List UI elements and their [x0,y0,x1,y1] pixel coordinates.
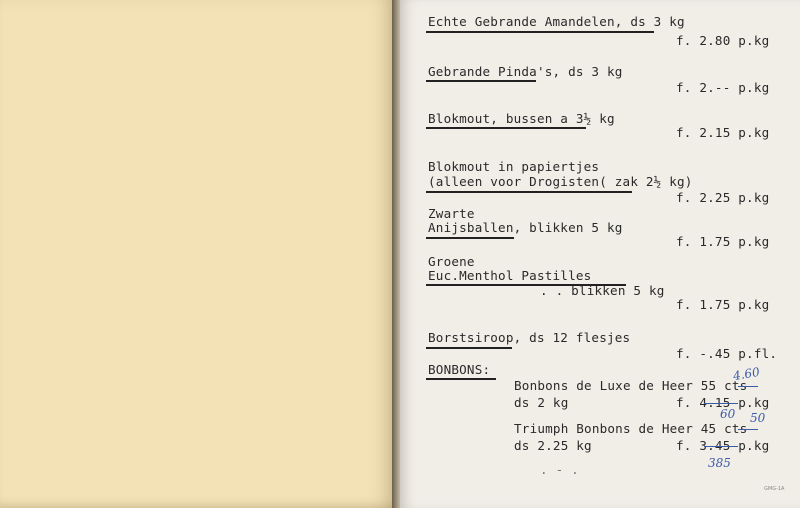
price-euc-menthol: f. 1.75 p.kg [676,297,770,312]
item-triumph: Triumph Bonbons de Heer 45 cts [514,421,748,436]
strike-55 [738,386,758,387]
price-bonbons-luxe: f. 4.15 p.kg [676,395,770,410]
handwritten-385: 385 [708,456,731,470]
faint-marks: . - . [540,462,579,477]
left-page [0,0,392,508]
item-pindas: Gebrande Pinda's, ds 3 kg [428,64,623,79]
price-blokmout-bussen: f. 2.15 p.kg [676,125,770,140]
heading-bonbons: BONBONS: [428,362,491,377]
item-bonbons-luxe-qty: ds 2 kg [514,395,569,410]
price-blokmout-papiertjes: f. 2.25 p.kg [676,190,770,205]
underline-blokmout-papiertjes [426,191,632,193]
price-pindas: f. 2.-- p.kg [676,80,770,95]
underline-borstsiroop [426,347,512,349]
price-triumph: f. 3.45 p.kg [676,438,770,453]
item-bonbons-luxe: Bonbons de Luxe de Heer 55 cts [514,378,748,393]
watermark: GMG-1A [764,486,785,492]
underline-amandelen [426,31,654,33]
item-groene: Groene [428,254,475,269]
handwritten-60: 60 [720,407,736,421]
underline-anijsballen [426,237,514,239]
item-blokmout-note: (alleen voor Drogisten( zak 2½ kg) [428,174,693,189]
item-amandelen: Echte Gebrande Amandelen, ds 3 kg [428,14,685,29]
item-borstsiroop: Borstsiroop, ds 12 flesjes [428,330,631,345]
underline-blokmout-bussen [426,127,586,129]
handwritten-50: 50 [750,411,766,425]
price-amandelen: f. 2.80 p.kg [676,33,770,48]
underline-euc-menthol [426,284,626,286]
underline-pindas [426,80,536,82]
item-blokmout-bussen: Blokmout, bussen a 3½ kg [428,111,615,126]
item-blokmout-papiertjes: Blokmout in papiertjes [428,159,600,174]
strike-415 [704,403,738,404]
strike-45 [738,429,758,430]
price-borstsiroop: f. -.45 p.fl. [676,346,778,361]
underline-bonbons [426,378,496,380]
handwritten-460: 4.60 [731,364,761,384]
item-zwarte: Zwarte [428,206,475,221]
strike-345 [704,446,738,447]
item-anijsballen: Anijsballen, blikken 5 kg [428,220,623,235]
item-euc-blikken: . . blikken 5 kg [540,283,665,298]
price-anijsballen: f. 1.75 p.kg [676,234,770,249]
item-triumph-qty: ds 2.25 kg [514,438,592,453]
item-euc-menthol: Euc.Menthol Pastilles [428,268,592,283]
